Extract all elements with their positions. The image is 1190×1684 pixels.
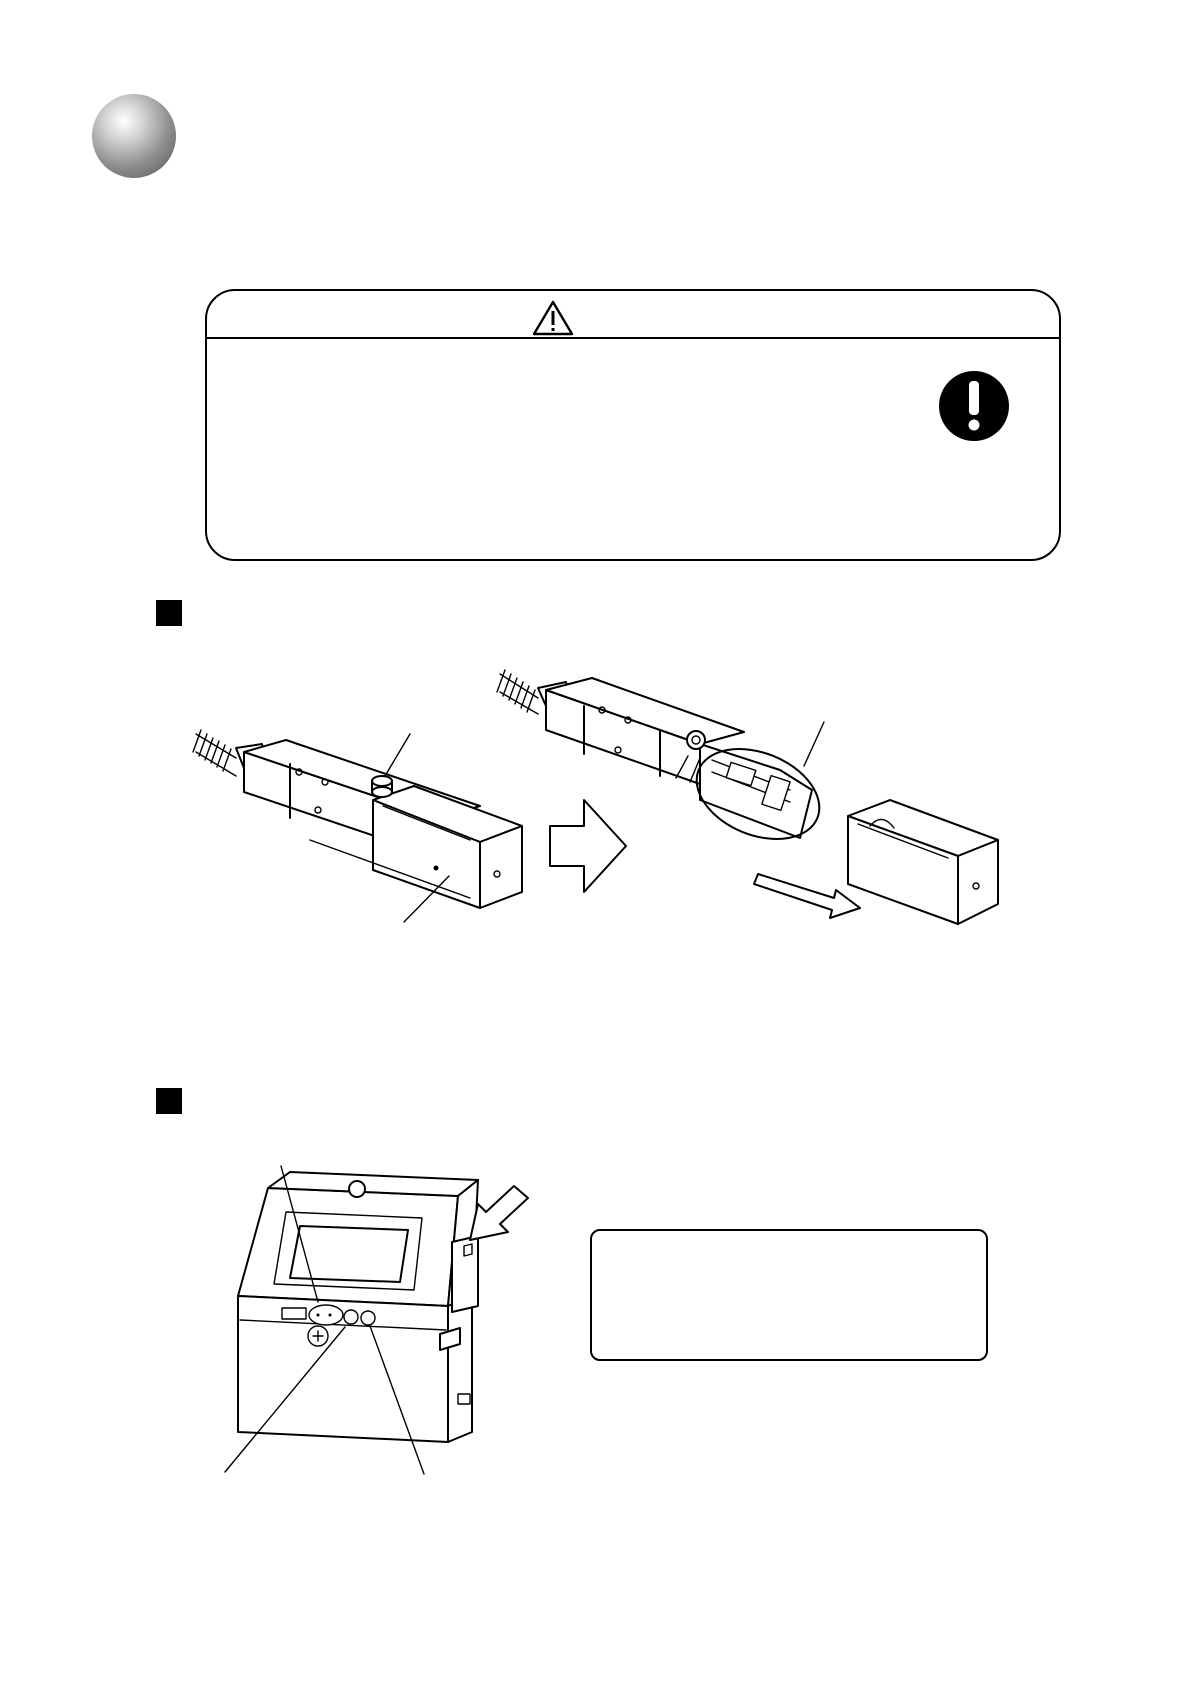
print-head-open-drawing (497, 670, 998, 924)
print-head-closed-drawing (193, 730, 522, 922)
arrow-slide-icon (754, 874, 860, 918)
section-marker-square (156, 1088, 182, 1114)
section-marker-square (156, 600, 182, 626)
printer-main-unit-drawing (225, 1166, 478, 1474)
warning-triangle-icon (534, 302, 572, 334)
mandatory-action-icon (939, 371, 1009, 441)
arrow-pointer-icon (470, 1186, 528, 1240)
arrow-right-icon (550, 800, 626, 892)
note-box (590, 1229, 988, 1361)
